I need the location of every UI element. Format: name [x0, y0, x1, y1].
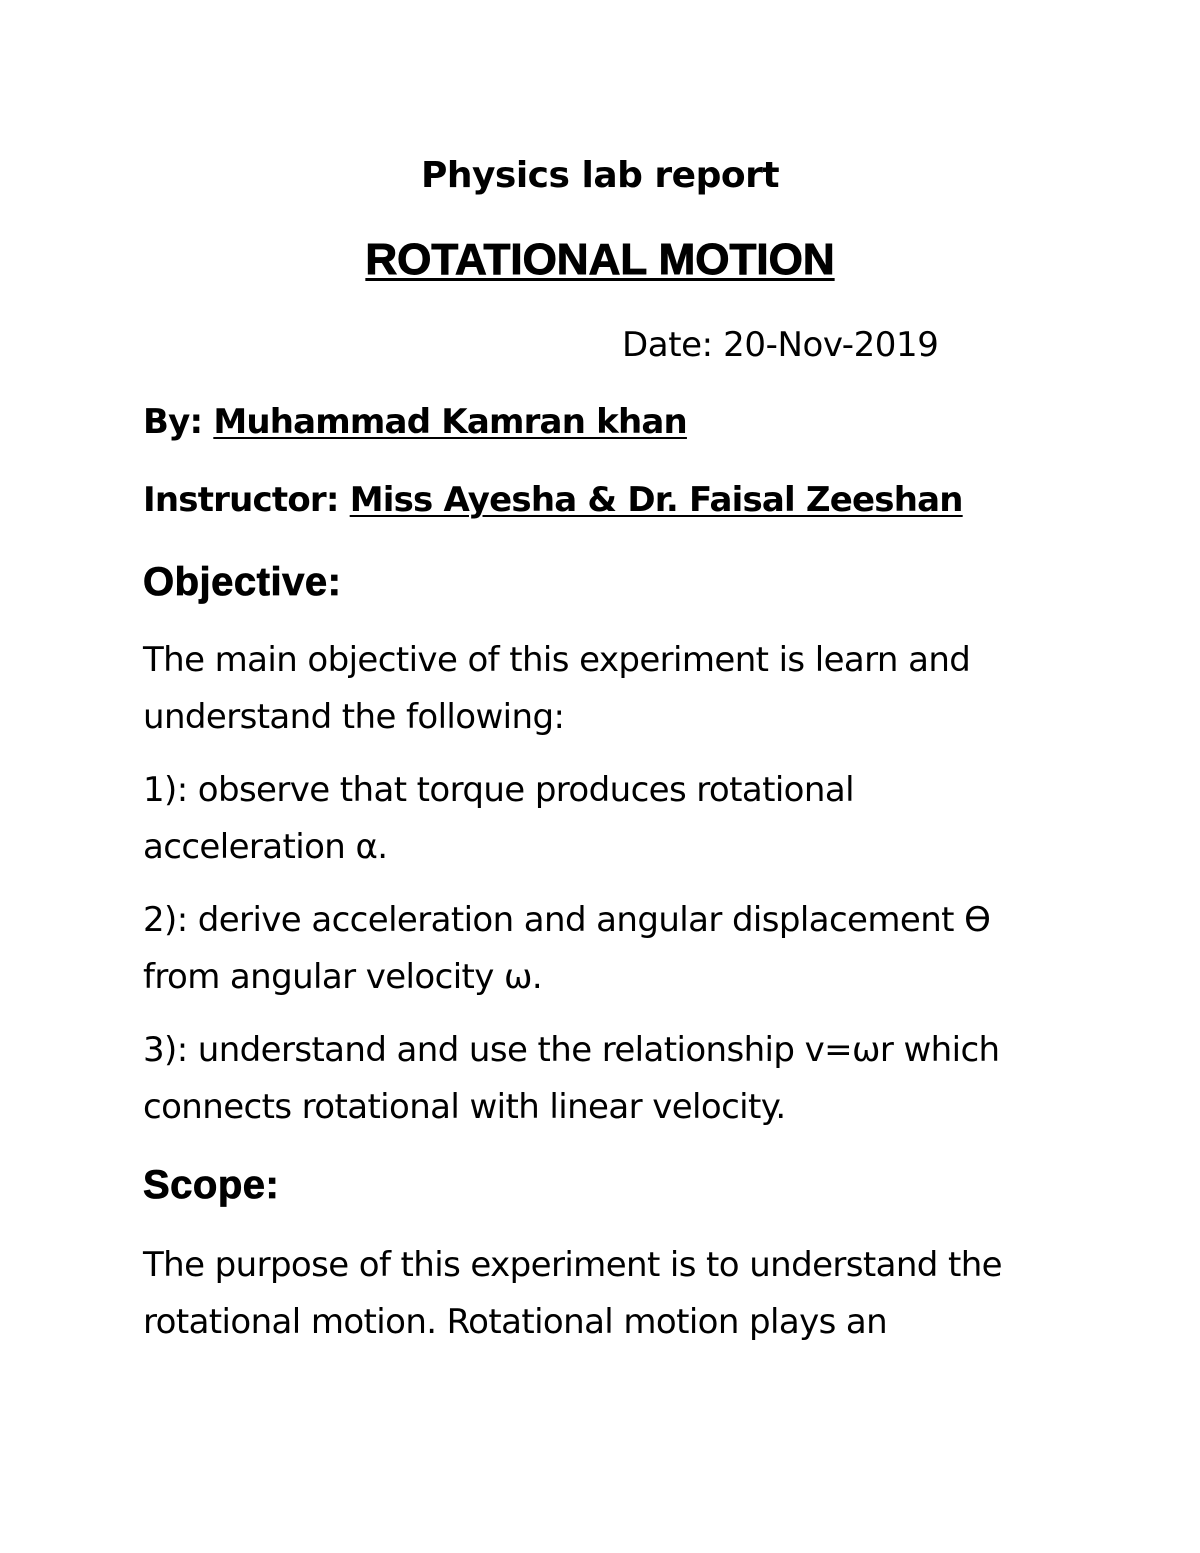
document-title: Physics lab report: [420, 155, 780, 196]
instructor-name: Miss Ayesha & Dr. Faisal Zeeshan: [349, 480, 963, 520]
author-label: By:: [143, 402, 214, 442]
objective-item-1-line-2: acceleration α.: [143, 827, 388, 867]
scope-line-1: The purpose of this experiment is to understand the: [143, 1245, 1002, 1285]
document-heading: ROTATIONAL MOTION: [365, 235, 835, 284]
objective-intro-line-1: The main objective of this experiment is learn and: [143, 640, 971, 680]
objective-item-3-line-1: 3): understand and use the relationship v=ωr which: [143, 1030, 1000, 1070]
scope-heading: Scope:: [143, 1163, 280, 1207]
objective-item-3-line-2: connects rotational with linear velocity.: [143, 1087, 786, 1127]
instructor-line: [143, 480, 963, 520]
objective-heading: Objective:: [143, 560, 342, 604]
author-name: Muhammad Kamran khan: [213, 402, 687, 442]
objective-item-2-line-2: from angular velocity ω.: [143, 957, 543, 997]
scope-line-2: rotational motion. Rotational motion plays an: [143, 1302, 888, 1342]
report-date: Date: 20-Nov-2019: [622, 325, 939, 365]
instructor-label: Instructor:: [143, 480, 350, 520]
author-line: [143, 402, 687, 442]
objective-item-2-line-1: 2): derive acceleration and angular displacement Ө: [143, 900, 991, 940]
objective-intro-line-2: understand the following:: [143, 697, 565, 737]
objective-item-1-line-1: 1): observe that torque produces rotational: [143, 770, 854, 810]
